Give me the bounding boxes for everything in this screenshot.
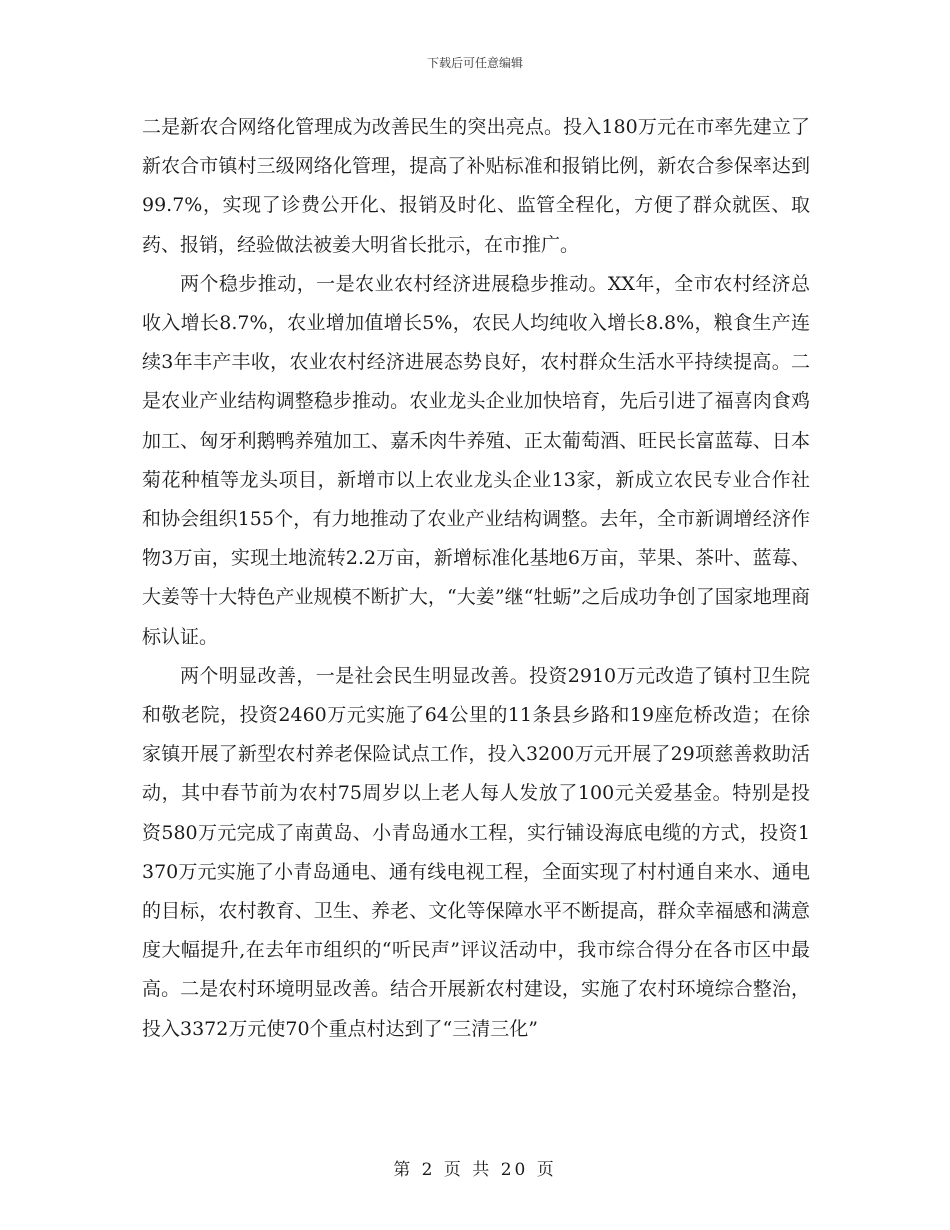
paragraph-steady-progress: 两个稳步推动，一是农业农村经济进展稳步推动。XX年，全市农村经济总收入增长8.7%，农业增加值增长5%，农民人均纯收入增长8.8%，粮食生产连续3年丰产丰收，农业农村经济进展态势良好，农村群众生活水平持续提高。二是农业产业结构调整稳步推动。农业龙头企业加快培育，先后引进了福喜肉食鸡加工、匈牙利鹅鸭养殖加工、嘉禾肉牛养殖、正太葡萄酒、旺民长富蓝莓、日本菊花种植等龙头项目，新增市以上农业龙头企业13家，新成立农民专业合作社和协会组织155个，有力地推动了农业产业结构调整。去年，全市新调增经济作物3万亩，实现土地流转2.2万亩，新增标准化基地6万亩，苹果、茶叶、蓝莓、大姜等十大特色产业规模不断扩大，“大姜”继“牡蛎”之后成功争创了国家地理商标认证。 [142,272,810,648]
paragraph-obvious-improvement: 两个明显改善，一是社会民生明显改善。投资2910万元改造了镇村卫生院和敬老院，投资2460万元实施了64公里的11条县乡路和19座危桥改造；在徐家镇开展了新型农村养老保险试点工作，投入3200万元开展了29项慈善救助活动，其中春节前为农村75周岁以上老人每人发放了100元关爱基金。特别是投资580万元完成了南黄岛、小青岛通水工程，实行铺设海底电缆的方式，投资1370万元实施了小青岛通电、通有线电视工程，全面实现了村村通自来水、通电的目标，农村教育、卫生、养老、文化等保障水平不断提高，群众幸福感和满意度大幅提升,在去年市组织的“听民声”评议活动中，我市综合得分在各市区中最高。二是农村环境明显改善。结合开展新农村建设，实施了农村环境综合整治，投入3372万元使70个重点村达到了“三清三化” [142,664,810,1040]
page-number-footer: 第 2 页 共 20 页 [393,1160,557,1180]
page-header-note: 下载后可任意编辑 [426,56,523,70]
document-body [142,108,810,1049]
paragraph-ncms-network: 二是新农合网络化管理成为改善民生的突出亮点。投入180万元在市率先建立了新农合市镇村三级网络化管理，提高了补贴标准和报销比例，新农合参保率达到99.7%，实现了诊费公开化、报销及时化、监管全程化，方便了群众就医、取药、报销，经验做法被姜大明省长批示，在市推广。 [142,116,810,256]
